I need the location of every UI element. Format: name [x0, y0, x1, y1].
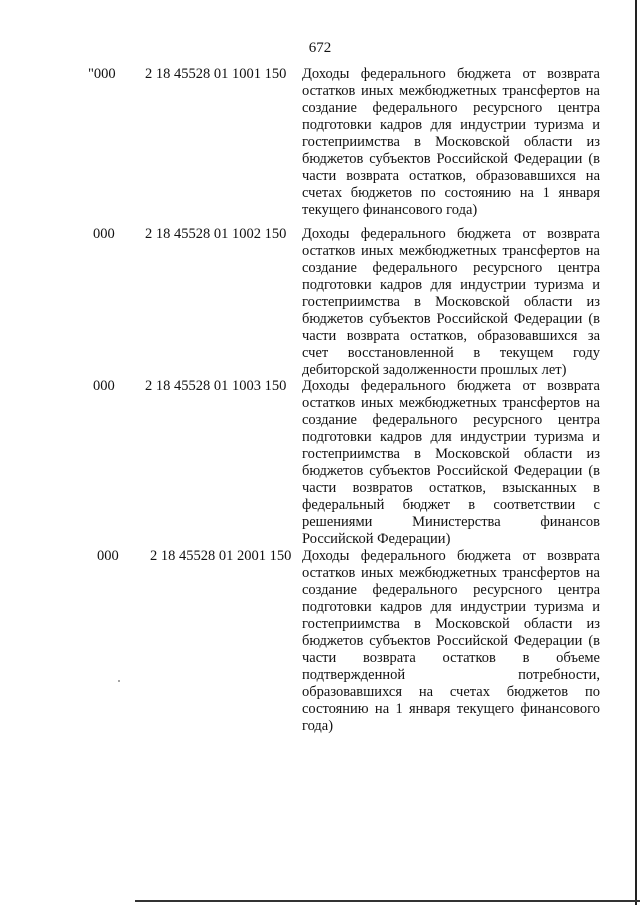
description-line: остатков иных межбюджетных трансфертов на [302, 395, 600, 411]
description-line: остатков иных межбюджетных трансфертов на [302, 565, 600, 581]
description-line: остатков иных межбюджетных трансфертов на [302, 83, 600, 99]
description-line: Доходы федерального бюджета от возврата [302, 548, 600, 564]
page-number: 672 [308, 40, 332, 56]
description-line: создание федерального ресурсного центра [302, 582, 600, 598]
description-line: дебиторской задолженности прошлых лет) [302, 362, 567, 378]
description-line: бюджетов субъектов Российской Федерации (в [302, 633, 600, 649]
description-line: части возврата остатков, образовавшихся за [302, 328, 600, 344]
description-line: подготовки кадров для индустрии туризма и [302, 429, 600, 445]
scan-speck [118, 680, 120, 682]
description-line: года) [302, 718, 334, 734]
description-line: подготовки кадров для индустрии туризма и [302, 599, 600, 615]
description-line: части возврата остатков в объеме [302, 650, 600, 666]
description-line: гостеприимства в Московской области из [302, 616, 600, 632]
description-line: счетах бюджетов по состоянию на 1 января [302, 185, 600, 201]
description-line: Российской Федерации) [302, 531, 451, 547]
description-line: создание федерального ресурсного центра [302, 412, 600, 428]
description-line: текущего финансового года) [302, 202, 478, 218]
description-line: счет восстановленной в текущем году [302, 345, 600, 361]
description-line: Доходы федерального бюджета от возврата [302, 66, 600, 82]
budget-classification-code: 2 18 45528 01 1002 150 [145, 226, 287, 242]
admin-code: 000 [93, 378, 115, 394]
description-line: гостеприимства в Московской области из [302, 446, 600, 462]
scan-edge-right [635, 0, 637, 905]
description-line: бюджетов субъектов Российской Федерации (в [302, 311, 600, 327]
description-line: создание федерального ресурсного центра [302, 260, 600, 276]
income-description [302, 378, 600, 548]
income-description [302, 66, 600, 219]
description-line: гостеприимства в Московской области из [302, 294, 600, 310]
description-line: создание федерального ресурсного центра [302, 100, 600, 116]
description-line: части возвратов остатков, взысканных в [302, 480, 600, 496]
description-line: остатков иных межбюджетных трансфертов на [302, 243, 600, 259]
description-line: образовавшихся на счетах бюджетов по [302, 684, 600, 700]
description-line: подготовки кадров для индустрии туризма и [302, 277, 600, 293]
description-line: гостеприимства в Московской области из [302, 134, 600, 150]
description-line: бюджетов субъектов Российской Федерации (в [302, 463, 600, 479]
description-line: решениями Министерства финансов [302, 514, 600, 530]
description-line: Доходы федерального бюджета от возврата [302, 226, 600, 242]
budget-classification-code: 2 18 45528 01 2001 150 [150, 548, 292, 564]
scan-edge-bottom [135, 900, 640, 902]
description-line: бюджетов субъектов Российской Федерации (в [302, 151, 600, 167]
admin-code: 000 [93, 226, 115, 242]
description-line: подтвержденной потребности, [302, 667, 600, 683]
admin-code: "000 [88, 66, 116, 82]
income-description [302, 548, 600, 735]
description-line: Доходы федерального бюджета от возврата [302, 378, 600, 394]
description-line: федеральный бюджет в соответствии с [302, 497, 600, 513]
description-line: подготовки кадров для индустрии туризма и [302, 117, 600, 133]
admin-code: 000 [97, 548, 119, 564]
description-line: состоянию на 1 января текущего финансового [302, 701, 600, 717]
description-line: части возврата остатков, образовавшихся на [302, 168, 600, 184]
budget-classification-code: 2 18 45528 01 1001 150 [145, 66, 287, 82]
income-description [302, 226, 600, 379]
budget-classification-code: 2 18 45528 01 1003 150 [145, 378, 287, 394]
